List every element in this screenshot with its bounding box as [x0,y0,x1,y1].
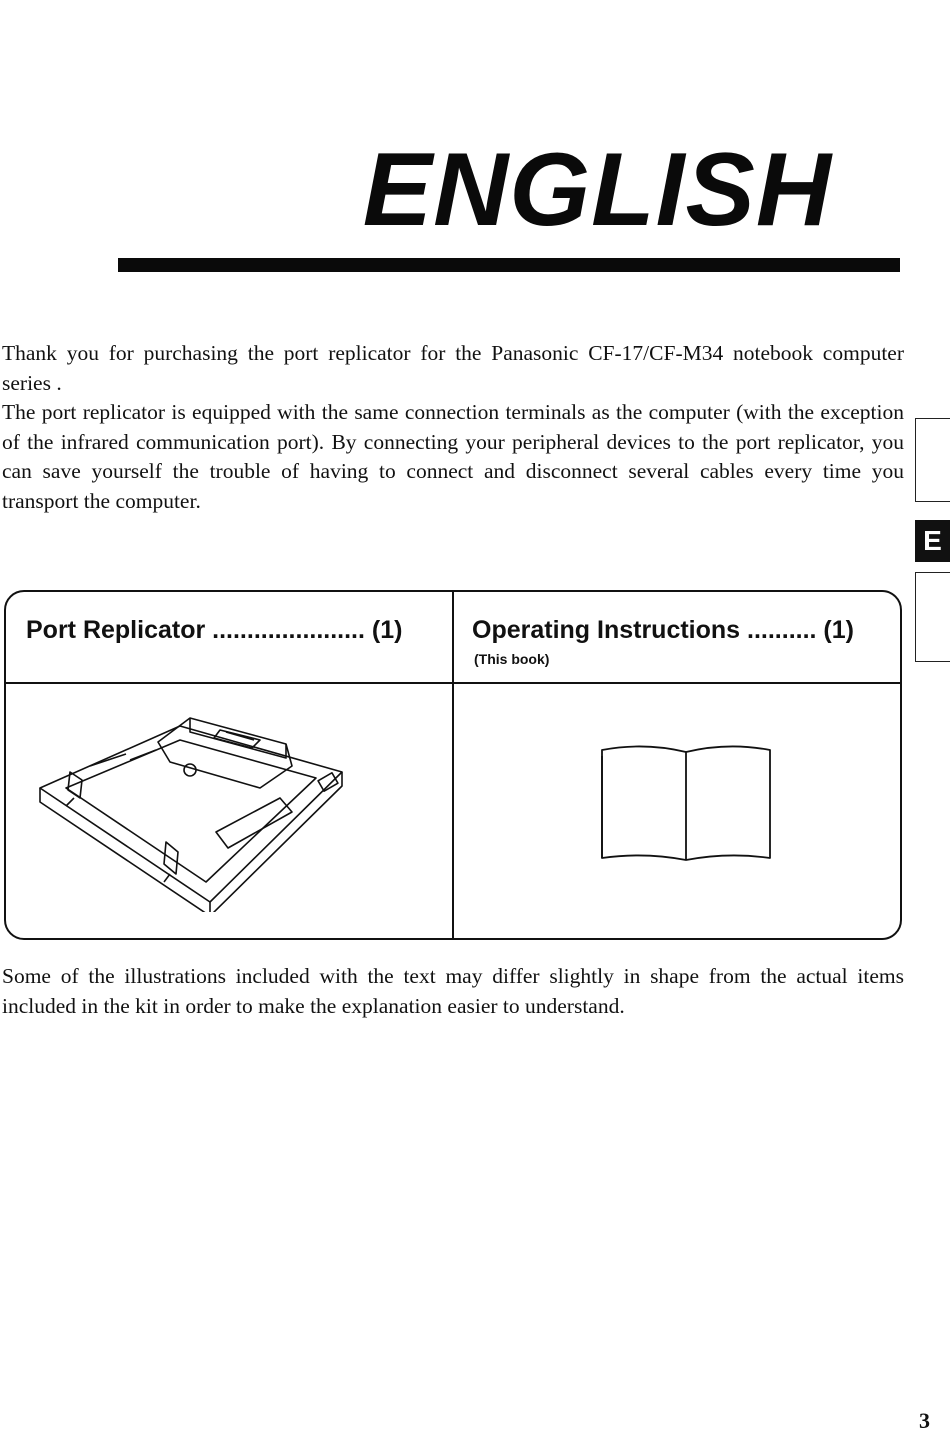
table-column-divider [452,592,454,938]
open-book-illustration [598,742,774,866]
table-row-divider [6,682,900,684]
page-number: 3 [919,1408,930,1433]
intro-paragraph-2: The port replicator is equipped with the same connection terminals as the computer (with the exception of the infrared communication port). By connecting your peripheral devices to the port replicator, you can save yourself the trouble of having to connect and disconnect several cables every time you transport the computer. [2,400,904,513]
port-replicator-illustration [30,702,360,912]
intro-text [2,339,904,516]
title-underline [118,258,900,272]
section-tab-bracket-top [915,418,950,502]
illustration-disclaimer: Some of the illustrations included with the text may differ slightly in shape from the actual items included in the kit in order to make the explanation easier to understand. [2,964,904,1018]
page-title: ENGLISH [362,132,832,248]
kit-contents-table [4,590,902,940]
intro-paragraph-1: Thank you for purchasing the port replicator for the Panasonic CF-17/CF-M34 notebook computer series . [2,341,904,395]
item-port-replicator-label: Port Replicator ...................... (1) [26,616,403,644]
item-operating-instructions-note: (This book) [474,651,550,667]
section-tab-english: E [915,520,950,562]
item-operating-instructions-label: Operating Instructions .......... (1) [472,616,854,644]
section-tab-bracket-bottom [915,572,950,662]
